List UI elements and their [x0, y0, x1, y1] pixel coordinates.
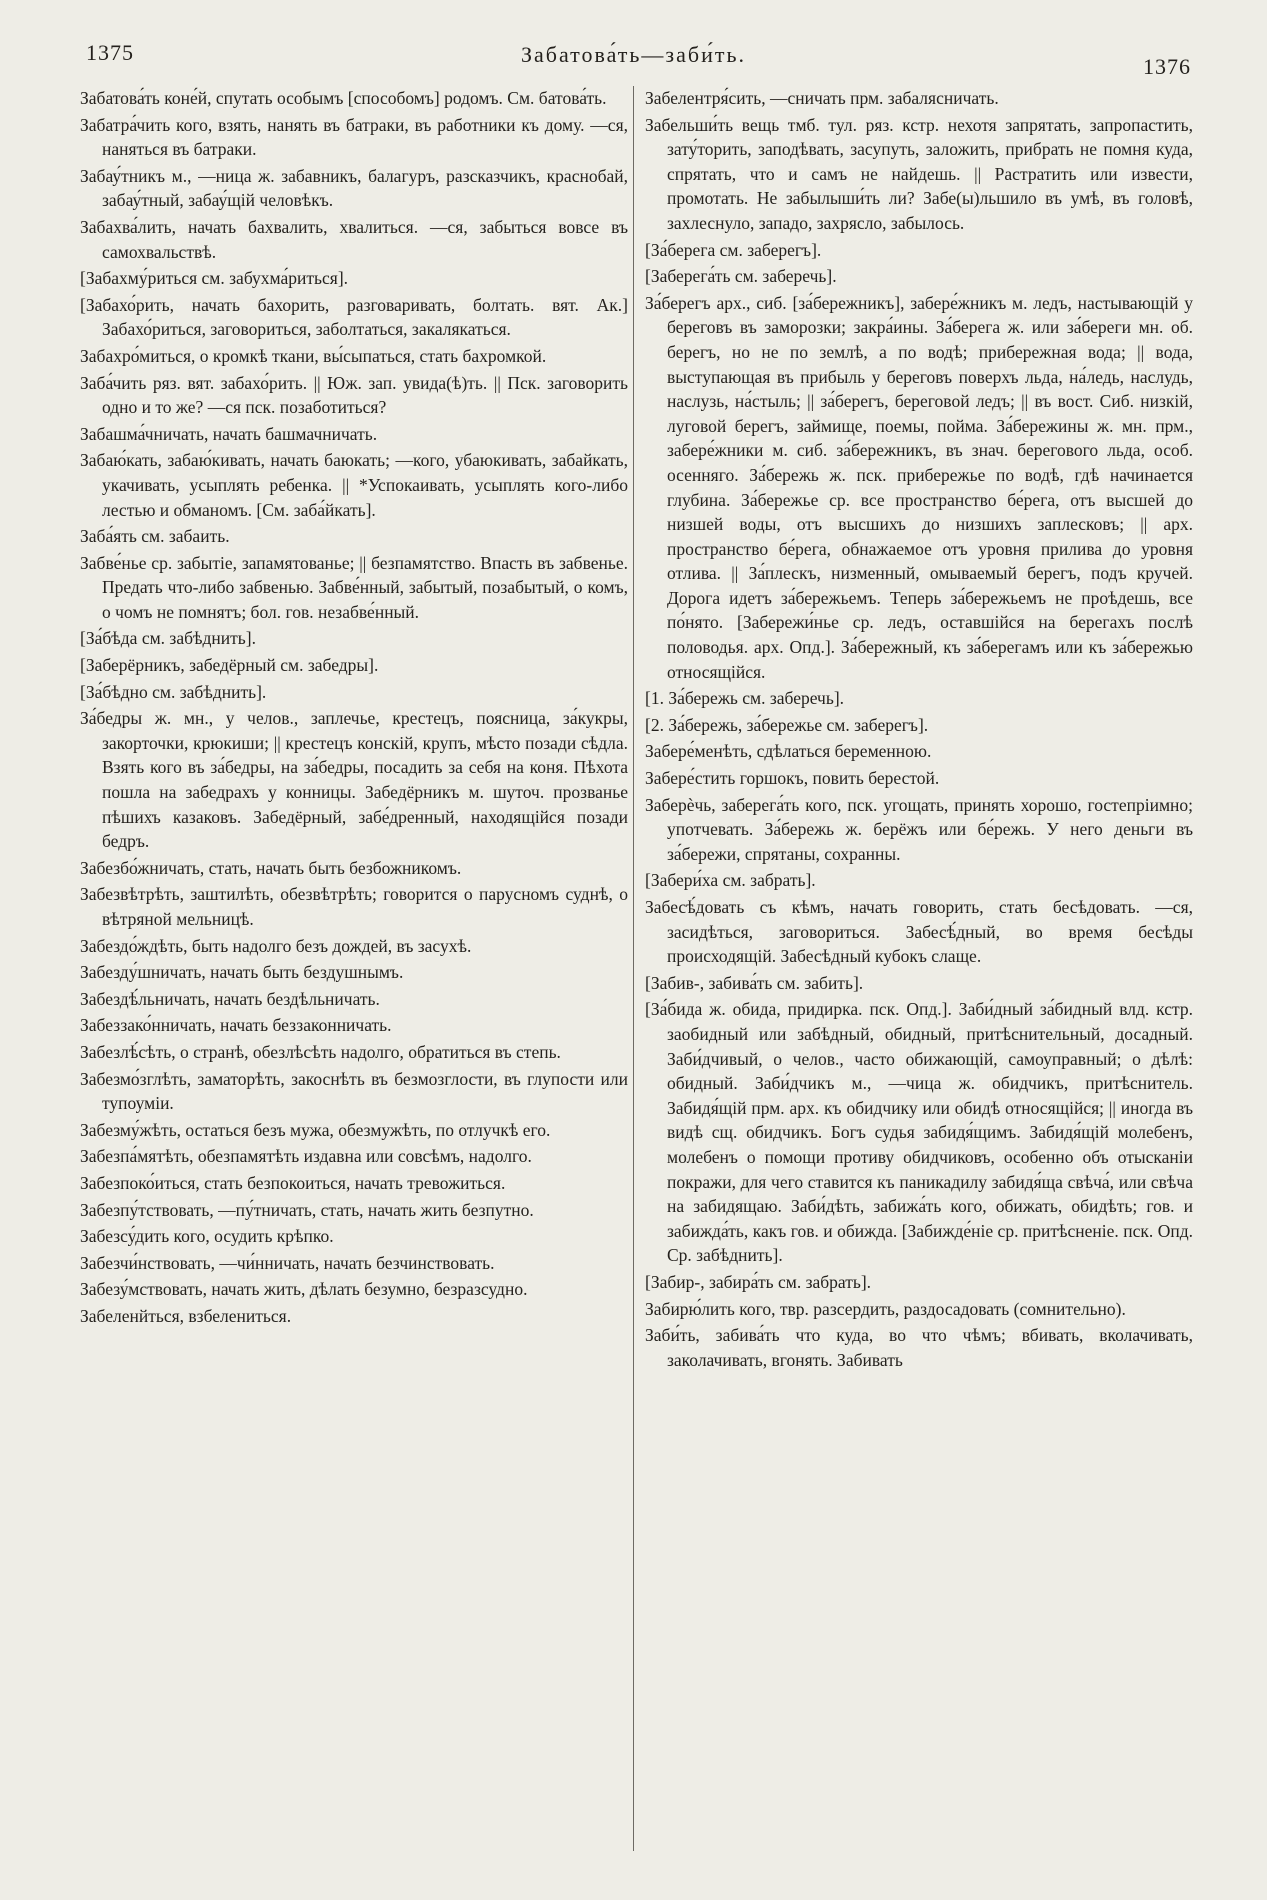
dictionary-entry: Забесѣ́довать съ кѣмъ, начать говорить, стать бесѣдовать. —ся, засидѣться, заговориться. Забесѣ́дный, во время бесѣды происходящій. Забесѣдный кубокъ слаще. [645, 897, 1193, 967]
page-number-right: 1376 [1143, 54, 1191, 79]
dictionary-entry: За́берегъ арх., сиб. [за́бережникъ], забере́жникъ м. ледъ, настывающій у береговъ въ заморозки; закра́ины. За́берега ж. или за́береги мн. об. берегъ, но не по землѣ, а по водѣ; прибережная вода; || вода, выступающая въ прибыль у береговъ поверхъ льда, на́ледь, наслудь, наслузь, на́стыль; || за́берегъ, береговой ледъ; || въ вост. Сиб. низкій, луговой берегъ, займище, поемы, пойма. За́бережины ж. мн. прм., забере́жники м. сиб. за́бережникъ, въ знач. берегового льда, особ. осенняго. За́бережь ж. пск. прибережье по водѣ, гдѣ начинается глубина. За́бережье ср. все пространство бе́рега, отъ высшей до низшей воды, отъ высшихъ до низшихъ заплесковъ; || арх. пространство бе́рега, обнажаемое отъ уровня прилива до уровня отлива. || За́плескъ, низменный, омываемый берегъ, подъ кручей. Дорога идетъ за́бережьемъ. Теперь за́бережьемъ не проѣдешь, все по́нято. [Забережи́нье ср. ледъ, оставшійся на берегахъ послѣ половодья. арх. Опд.]. За́бережный, къ за́берегамъ или къ за́бережью относящійся. [645, 292, 1193, 682]
dictionary-entry: [За́берега см. заберегъ]. [645, 239, 822, 260]
dictionary-entry: Забезлѣ́сѣть, о странѣ, обезлѣсѣть надолго, обратиться въ степь. [80, 1041, 561, 1062]
column-divider [633, 86, 634, 1851]
dictionary-entry: Забезвѣтрѣть, заштилѣть, обезвѣтрѣть; говорится о парусномъ суднѣ, о вѣтряной мельницѣ. [80, 884, 628, 929]
dictionary-entry: Заби́ть, забива́ть что куда, во что чѣмъ; вбивать, вколачивать, заколачивать, вгонять. Забивать [645, 1325, 1193, 1370]
dictionary-entry: [Забахму́риться см. забухма́риться]. [80, 268, 349, 289]
dictionary-entry: Заба́ять см. забаить. [80, 526, 230, 547]
dictionary-entry: Забезпу́тствовать, —пу́тничать, стать, начать жить безпутно. [80, 1199, 534, 1220]
dictionary-entry: Забелентря́сить, —сничать прм. забалясничать. [645, 88, 999, 108]
dictionary-entry: Забатра́чить кого, взять, нанять въ батраки, въ работники къ дому. —ся, наняться въ батраки. [80, 114, 628, 160]
dictionary-entry: [За́бѣдно см. забѣднить]. [80, 681, 267, 702]
dictionary-entry: Забахва́лить, начать бахвалить, хвалиться. —ся, забыться вовсе въ самохвальствѣ. [80, 216, 628, 262]
dictionary-entry: Забездо́ждѣть, быть надолго безъ дождей, въ засухѣ. [80, 935, 472, 956]
dictionary-entry: Забездѣ́льничать, начать бездѣльничать. [80, 988, 380, 1009]
running-title: Забатова́ть—заби́ть. [520, 42, 746, 67]
dictionary-entry: Забезпа́мятѣть, обезпамятѣть издавна или совсѣмъ, надолго. [80, 1146, 532, 1167]
dictionary-entry: [Заберега́ть см. заберечь]. [645, 266, 837, 287]
right-column [645, 86, 1193, 1876]
dictionary-entry: Забеленйться, взбелениться. [80, 1305, 292, 1326]
dictionary-entry: Забезсу́дить кого, осудить крѣпко. [80, 1226, 334, 1247]
dictionary-entry: [Забахо́рить, начать бахорить, разговаривать, болтать. вят. Ак.] Забахо́риться, заговориться, заболтаться, закалякаться. [80, 294, 628, 340]
dictionary-entry: Заба́чить ряз. вят. забахо́рить. || Юж. зап. увида(ѣ)ть. || Пск. заговорить одно и то же? —ся пск. позаботиться? [80, 372, 628, 418]
dictionary-entry: [Заберёрникъ, забедёрный см. забедры]. [80, 655, 379, 676]
dictionary-entry: [Забери́ха см. забрать]. [645, 870, 816, 891]
dictionary-entry: Забве́нье ср. забытіе, запамятованье; || безпамятство. Впасть въ забвенье. Предать что-либо забвенью. Забве́нный, забытый, позабытый, о комъ, о чомъ не помнятъ; бол. гов. незабве́нный. [80, 552, 628, 622]
dictionary-entry: Забезу́мствовать, начать жить, дѣлать безумно, безразсудно. [80, 1279, 528, 1300]
left-column [80, 86, 628, 1876]
dictionary-entry: [1. За́бережь см. заберечь]. [645, 688, 845, 709]
dictionary-entry: [Забир-, забира́ть см. забрать]. [645, 1271, 872, 1292]
page-header [0, 38, 1267, 78]
dictionary-entry: [Забив-, забива́ть см. забить]. [645, 972, 864, 993]
dictionary-entry: Заберѐчь, заберега́ть кого, пск. угощать, принять хорошо, гостепріимно; употчевать. За́бережь ж. берёжъ или бе́режь. У него деньги въ за́бережи, спрятаны, сохранны. [645, 794, 1193, 864]
dictionary-entry: Забезпоко́иться, стать безпокоиться, начать тревожиться. [80, 1172, 506, 1193]
dictionary-entry: Забаю́кать, забаю́кивать, начать баюкать; —кого, убаюкивать, забайкать, укачивать, усыплять ребенка. || *Успокаивать, усыплять кого-либо лестью и обманомъ. [См. заба́йкать]. [80, 450, 628, 520]
dictionary-entry: Забеззако́нничать, начать беззаконничать. [80, 1015, 392, 1036]
dictionary-entry: Забахро́миться, о кромкѣ ткани, вы́сыпаться, стать бахромкой. [80, 345, 547, 366]
dictionary-entry: Забельши́ть вещь тмб. тул. ряз. кстр. нехотя запрятать, запропастить, зату́торить, заподѣвать, засупуть, заложить, прибрать не помня куда, спрятать, что и самъ не найдешь. || Растратить или извести, промотать. Не забылыши́ть ли? Забе(ы)льшило въ умѣ, въ головѣ, захлеснуло, западо, захрясло, забылось. [645, 114, 1193, 233]
dictionary-entry: Забезбо́жничать, стать, начать быть безбожникомъ. [80, 857, 462, 878]
dictionary-entry: Забере́стить горшокъ, повить берестой. [645, 768, 940, 789]
dictionary-entry: Забашма́чничать, начать башмачничать. [80, 423, 378, 444]
dictionary-entry: Забезмо́зглѣть, заматорѣть, закоснѣть въ безмозглости, въ глупости или тупоуміи. [80, 1068, 628, 1114]
dictionary-entry: Забатова́ть коне́й, спутать особымъ [способомъ] родомъ. См. батова́ть. [80, 88, 607, 108]
dictionary-entry: [За́бѣда см. забѣднить]. [80, 628, 256, 649]
dictionary-entry: [За́бида ж. обида, придирка. пск. Опд.]. Заби́дный за́бидный влд. кстр. заобидный или забѣдный, обидный, притѣснительный, досадный. Заби́дчивый, о челов., часто обижающій, самоуправный; о дѣлѣ: обидный. Заби́дчикъ м., —чица ж. обидчикъ, притѣснитель. Забидя́щій прм. арх. къ обидчику или обидѣ относящійся; || иногда въ видѣ сщ. обидчикъ. Богъ судья забидя́щимъ. Забидя́щій молебенъ, молебенъ о помощи противу обидчиковъ, особенно объ отысканіи покражи, для чего ставится къ паникадилу забидя́ща свѣча́, или свѣча на забидящаю. Заби́дѣть, забижа́ть кого, обижать, обидѣть; гов. и забижда́ть, какъ гов. и обижда. [Забижде́ніе ср. притѣсненіе. пск. Опд. Ср. забѣднить]. [645, 999, 1193, 1266]
dictionary-entry: [2. За́бережь, за́бережье см. заберегъ]. [645, 714, 929, 735]
dictionary-entry: Забезчи́нствовать, —чи́нничать, начать безчинствовать. [80, 1252, 495, 1273]
dictionary-entry: Забирю́лить кого, твр. разсердить, раздосадовать (сомнительно). [645, 1298, 1126, 1319]
dictionary-entry: Забезду́шничать, начать быть бездушнымъ. [80, 962, 404, 983]
dictionary-entry: За́бедры ж. мн., у челов., заплечье, крестецъ, поясница, за́кукры, закорточки, крюкиши; || крестецъ конскій, крупъ, мѣсто позади сѣдла. Взять кого въ за́бедры, на за́бедры, посадить за себя на коня. Пѣхота пошла на забедрахъ у конницы. Забедёрникъ м. шуточ. прозванье пѣшихъ казаковъ. Забедёрный, забе́дренный, находящійся позади бедръ. [80, 708, 628, 852]
dictionary-entry: Забау́тникъ м., —ница ж. забавникъ, балагуръ, разсказчикъ, краснобай, забау́тный, забау́щій человѣкъ. [80, 165, 628, 211]
page-number-left: 1375 [86, 40, 134, 65]
dictionary-entry: Забере́менѣть, сдѣлаться беременною. [645, 741, 932, 762]
dictionary-entry: Забезму́жѣть, остаться безъ мужа, обезмужѣть, по отлучкѣ его. [80, 1119, 551, 1140]
